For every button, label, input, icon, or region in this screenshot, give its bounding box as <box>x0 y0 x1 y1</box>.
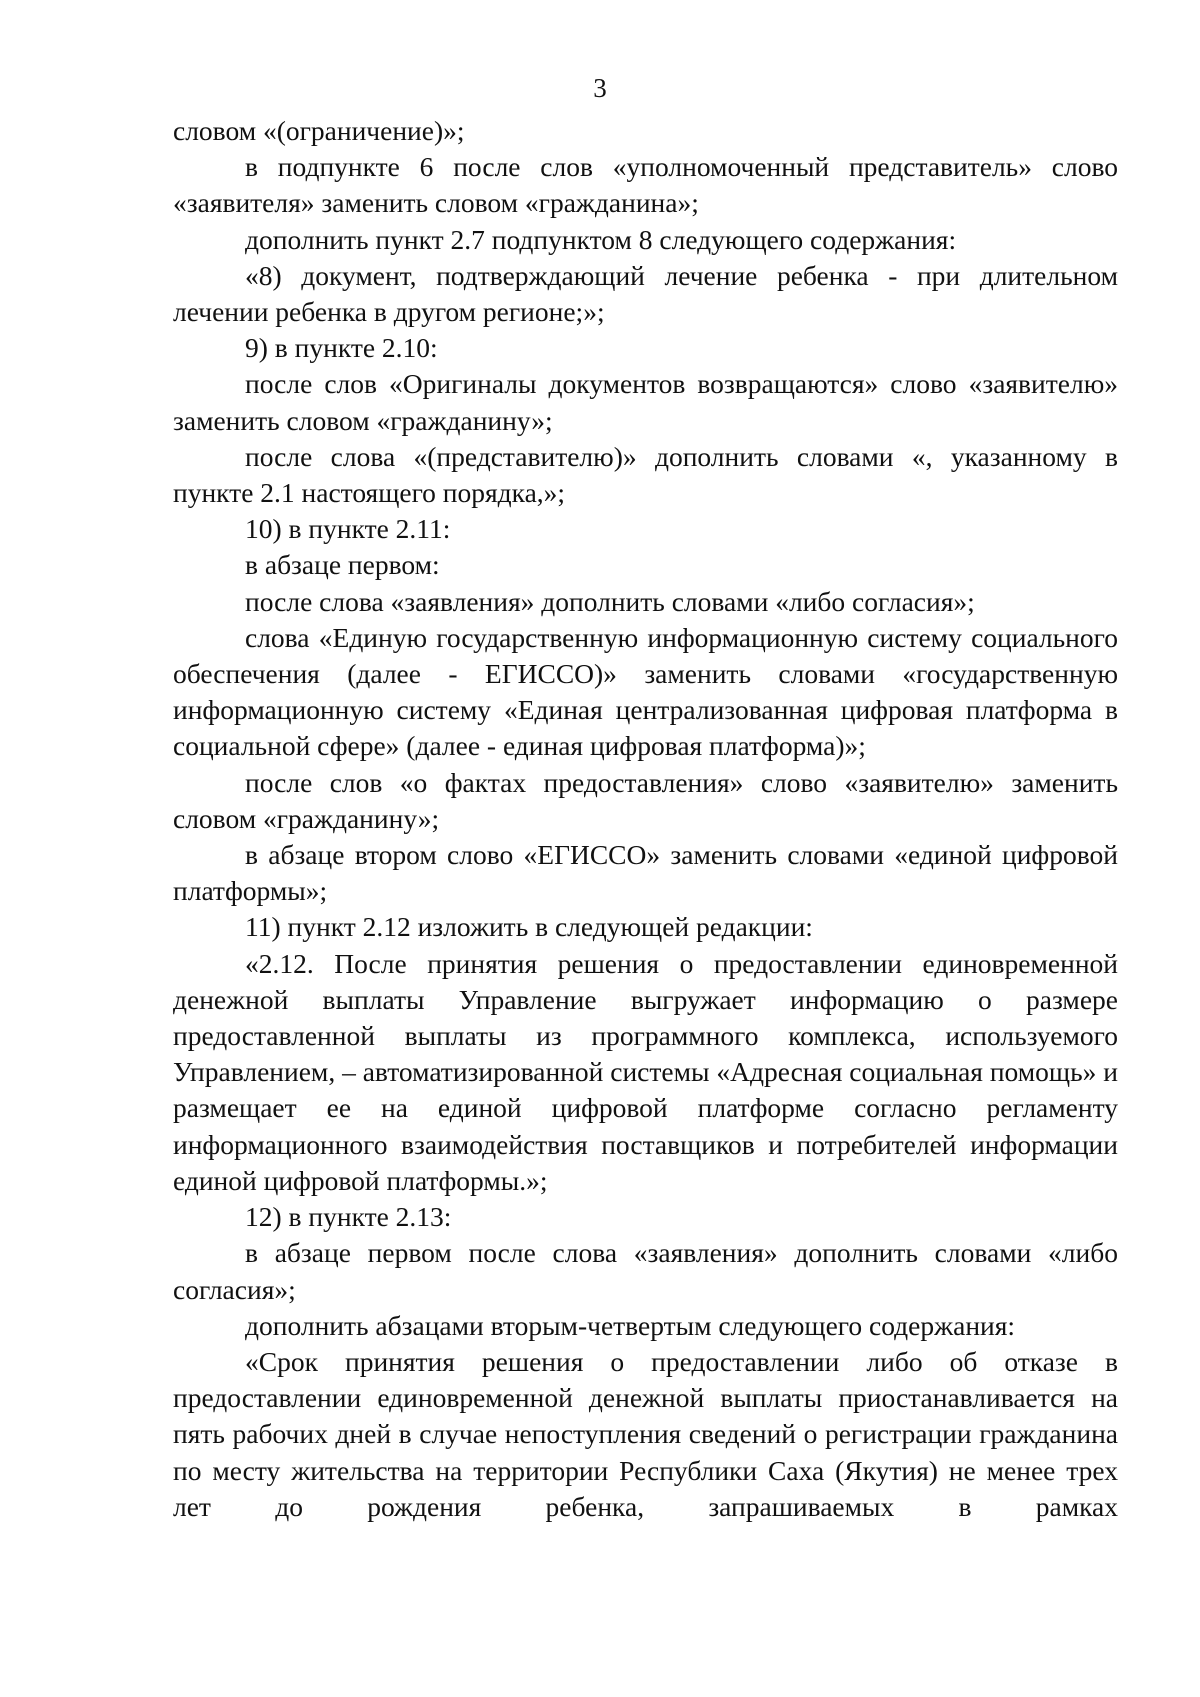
paragraph-16: 12) в пункте 2.13: <box>245 1201 452 1233</box>
paragraph-6: после слов «Оригиналы документов возвращаются» слово «заявителю» заменить словом «гражданину»; <box>173 368 1118 436</box>
paragraph-14: 11) пункт 2.12 изложить в следующей редакции: <box>245 911 813 943</box>
paragraph-8: 10) в пункте 2.11: <box>245 513 451 545</box>
paragraph-4: «8) документ, подтверждающий лечение ребенка - при длительном лечении ребенка в другом регионе;»; <box>173 259 1118 328</box>
paragraph-9: в абзаце первом: <box>245 549 440 581</box>
paragraph-11: слова «Единую государственную информационную систему социального обеспечения (далее - ЕГИССО)» заменить словами «государственную информационную систему «Единая централизованная цифровая платформа в социальной сфере» (далее - единая цифровая платформа)»; <box>173 621 1118 762</box>
paragraph-7: после слова «(представителю)» дополнить словами «, указанному в пункте 2.1 настоящего порядка,»; <box>173 440 1118 509</box>
paragraph-13: в абзаце втором слово «ЕГИССО» заменить словами «единой цифровой платформы»; <box>173 839 1118 907</box>
document-body <box>173 113 1118 1525</box>
page-number: 3 <box>593 73 607 103</box>
paragraph-1: словом «(ограничение)»; <box>173 115 465 146</box>
paragraph-3: дополнить пункт 2.7 подпунктом 8 следующего содержания: <box>245 223 957 255</box>
paragraph-18: дополнить абзацами вторым-четвертым следующего содержания: <box>245 1309 1016 1341</box>
paragraph-19: «Срок принятия решения о предоставлении либо об отказе в предоставлении единовременной денежной выплаты приостанавливается на пять рабочих дней в случае непоступления сведений о регистрации гражданина по месту жительства на территории Республики Саха (Якутия) не менее трех лет до рождения ребенка, запрашиваемых в рамках <box>173 1345 1118 1522</box>
paragraph-15: «2.12. После принятия решения о предоставлении единовременной денежной выплаты Управление выгружает информацию о размере предоставленной выплаты из программного комплекса, используемого Управлением, – автоматизированной системы «Адресная социальная помощь» и размещает ее на единой цифровой платформе согласно регламенту информационного взаимодействия поставщиков и потребителей информации единой цифровой платформы.»; <box>173 947 1118 1196</box>
paragraph-5: 9) в пункте 2.10: <box>245 332 438 364</box>
paragraph-2: в подпункте 6 после слов «уполномоченный представитель» слово «заявителя» заменить словом «гражданина»; <box>173 151 1118 219</box>
paragraph-12: после слов «о фактах предоставления» слово «заявителю» заменить словом «гражданину»; <box>173 766 1118 834</box>
paragraph-10: после слова «заявления» дополнить словами «либо согласия»; <box>245 585 975 617</box>
paragraph-17: в абзаце первом после слова «заявления» дополнить словами «либо согласия»; <box>173 1237 1118 1305</box>
